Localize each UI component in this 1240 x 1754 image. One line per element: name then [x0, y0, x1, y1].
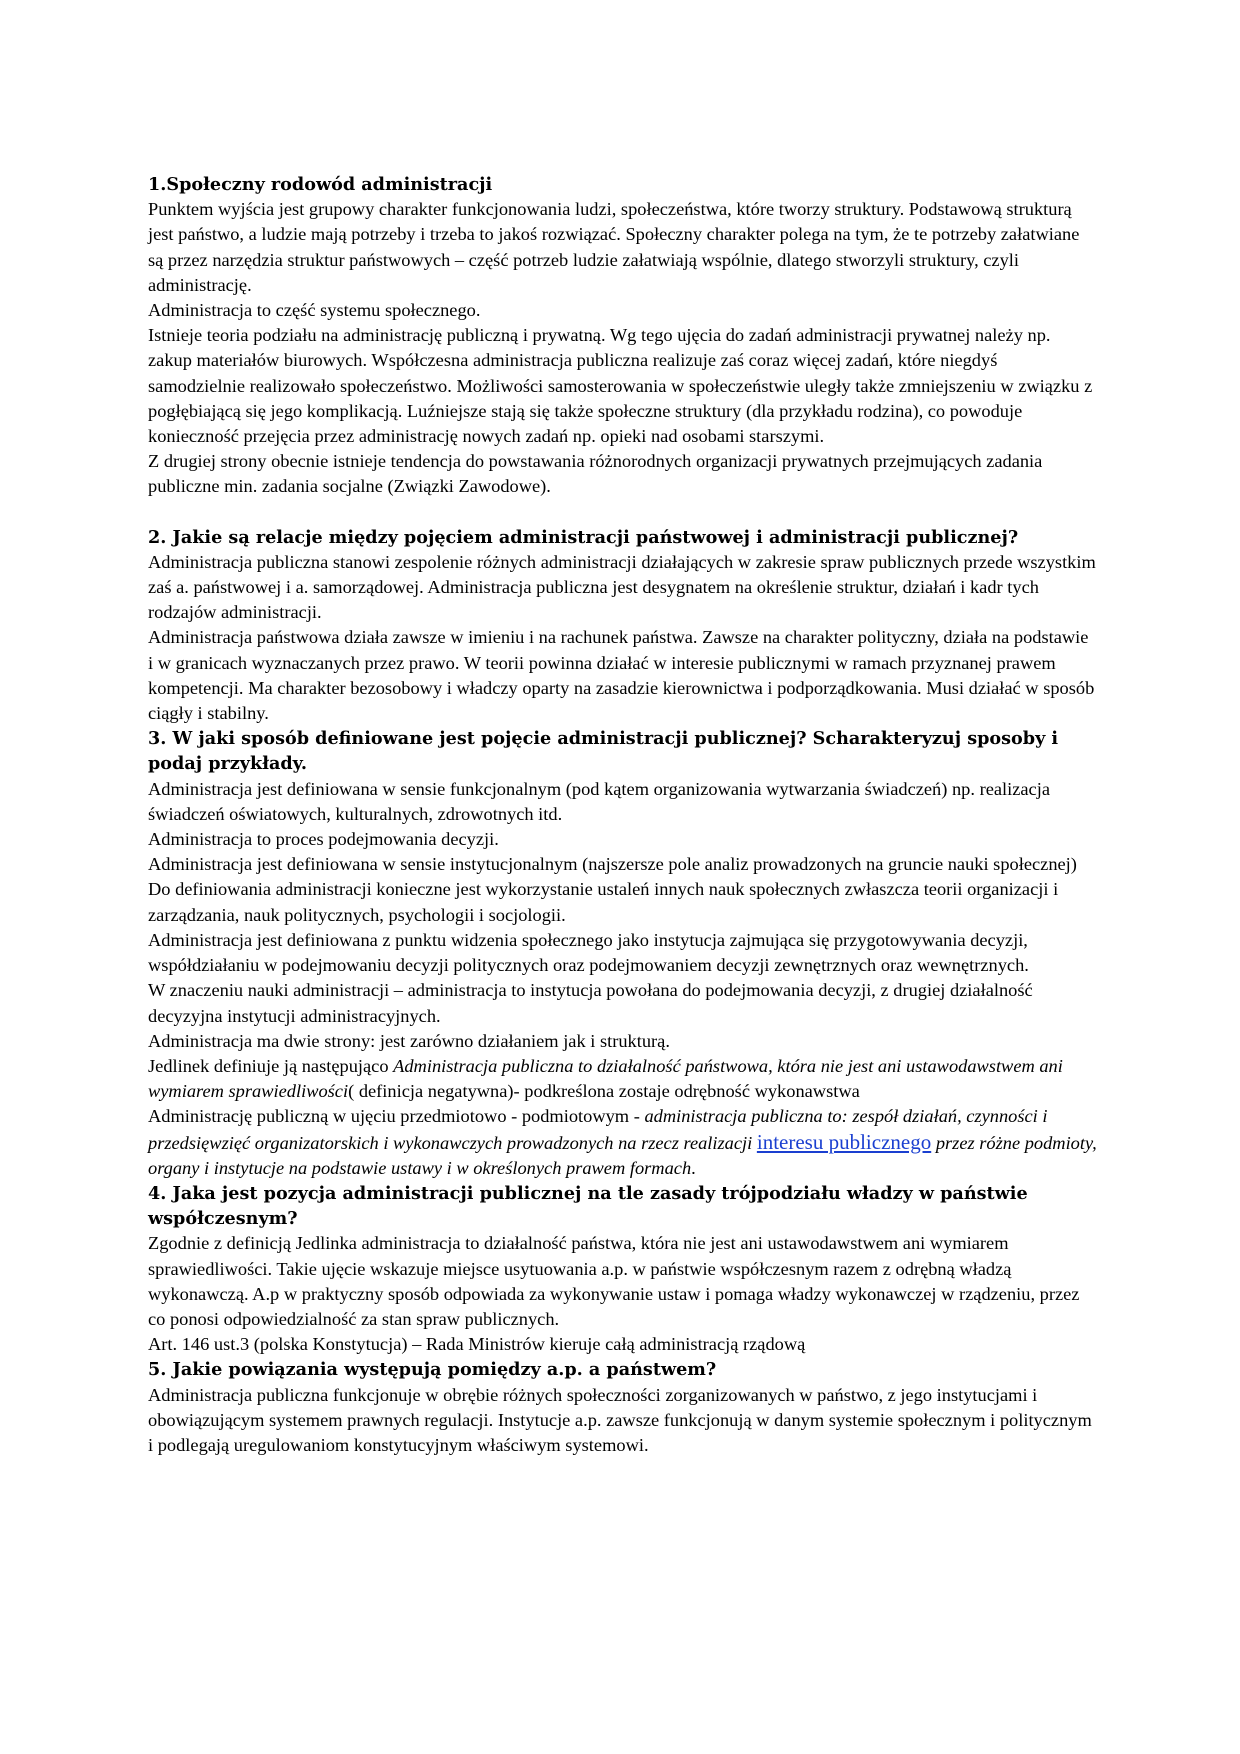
definition-quote-end: przez różne podmioty, organy i instytucje na podstawie ustawy i w określonych prawem formach: [148, 1132, 1097, 1178]
section-2-paragraph: Administracja publiczna stanowi zespolenie różnych administracji działających w zakresie spraw publicznych przede wszystkim zaś a. państwowej i a. samorządowej. Administracja publiczna jest desygnatem na określenie struktur, działań i kadr tych rodzajów administracji.: [148, 551, 1096, 623]
section-1-heading: 1.Społeczny rodowód administracji: [148, 174, 493, 195]
section-5-heading: 5. Jakie powiązania występują pomiędzy a.p. a państwem?: [148, 1359, 717, 1381]
section-3-paragraph: Administracja to proces podejmowania decyzji.: [148, 829, 499, 850]
definition-note: ( definicja negatywna)- podkreślona zostaje odrębność wykonawstwa: [348, 1081, 860, 1102]
section-2-heading: 2. Jakie są relacje między pojęciem administracji państwowej i administracji publicznej?: [148, 526, 1019, 548]
section-5-paragraph: Administracja publiczna funkcjonuje w obrębie różnych społeczności zorganizowanych w państwo, z jego instytucjami i obowiązującym systemem prawnych regulacji. Instytucje a.p. zawsze funkcjonują w danym systemie społecznym i politycznym i podlegają uregulowaniom konstytucyjnym właściwym systemowi.: [148, 1384, 1092, 1455]
definition-period: .: [691, 1157, 696, 1178]
subject-object-definition-paragraph: [148, 1104, 1098, 1181]
section-3-paragraph: Administracja jest definiowana z punktu widzenia społecznego jako instytucja zajmująca się przygotowywania decyzji, współdziałaniu w podejmowaniu decyzji politycznych oraz podejmowaniem decyzji zewnętrznych oraz wewnętrznych.: [148, 929, 1029, 976]
section-3-paragraph: Administracja ma dwie strony: jest zarówno działaniem jak i strukturą.: [148, 1030, 670, 1051]
section-3-heading: 3. W jaki sposób definiowane jest pojęcie administracji publicznej? Scharakteryzuj sposoby i podaj przykłady.: [148, 728, 1059, 775]
definition-intro: Jedlinek definiuje ją następująco: [148, 1055, 394, 1076]
section-4-paragraph: Art. 146 ust.3 (polska Konstytucja) – Rada Ministrów kieruje całą administracją rządową: [148, 1334, 806, 1355]
definition-quote: Administracja publiczna to działalność państwowa, która nie jest ani ustawodawstwem ani wymiarem sprawiedliwości: [148, 1055, 1063, 1102]
section-3-paragraph: Administracja jest definiowana w sensie funkcjonalnym (pod kątem organizowania wytwarzania świadczeń) np. realizacja świadczeń oświatowych, kulturalnych, zdrowotnych itd.: [148, 778, 1050, 824]
section-3-paragraph: Administracja jest definiowana w sensie instytucjonalnym (najszersze pole analiz prowadzonych na gruncie nauki społecznej): [148, 854, 1077, 875]
jedlinek-definition-paragraph: [148, 1054, 1098, 1104]
definition-intro: Administrację publiczną w ujęciu przedmiotowo - podmiotowym -: [148, 1106, 645, 1127]
section-3-paragraph: W znaczeniu nauki administracji – administracja to instytucja powołana do podejmowania decyzji, z drugiej działalność decyzyjna instytucji administracyjnych.: [148, 980, 1033, 1026]
section-1-paragraph: Administracja to część systemu społecznego.: [148, 300, 481, 321]
definition-quote: administracja publiczna to: zespół działań, czynności i przedsięwzięć organizatorskich i wykonawczych prowadzonych na rzecz realizacji: [148, 1106, 1048, 1153]
section-1-paragraph: Z drugiej strony obecnie istnieje tendencja do powstawania różnorodnych organizacji prywatnych przejmujących zadania publiczne min. zadania socjalne (Związki Zawodowe).: [148, 451, 1043, 497]
document-page: [148, 172, 1098, 1458]
blank-line: [148, 500, 1098, 525]
section-3-paragraph: Do definiowania administracji konieczne jest wykorzystanie ustaleń innych nauk społecznych zwłaszcza teorii organizacji i zarządzania, nauk politycznych, psychologii i socjologii.: [148, 879, 1059, 925]
public-interest-link[interactable]: interesu publicznego: [756, 1129, 932, 1154]
section-1-paragraph: Punktem wyjścia jest grupowy charakter funkcjonowania ludzi, społeczeństwa, które tworzy struktury. Podstawową strukturą jest państwo, a ludzie mają potrzeby i trzeba to jakoś rozwiązać. Społeczny charakter polega na tym, że te potrzeby załatwiane są przez narzędzia struktur państwowych – część potrzeb ludzie załatwiają wspólnie, dlatego stworzyli struktury, czyli administrację.: [148, 199, 1080, 295]
section-4-paragraph: Zgodnie z definicją Jedlinka administracja to działalność państwa, która nie jest ani ustawodawstwem ani wymiarem sprawiedliwości. Takie ujęcie wskazuje miejsce usytuowania a.p. w państwie współczesnym razem z odrębną władzą wykonawczą. A.p w praktyczny sposób odpowiada za wykonywanie ustaw i pomaga władzy wykonawczej w rządzeniu, przez co ponosi odpowiedzialność za stan spraw publicznych.: [148, 1233, 1080, 1329]
section-2-paragraph: Administracja państwowa działa zawsze w imieniu i na rachunek państwa. Zawsze na charakter polityczny, działa na podstawie i w granicach wyznaczanych przez prawo. W teorii powinna działać w interesie publicznymi w ramach przyznanej prawem kompetencji. Ma charakter bezosobowy i władczy oparty na zasadzie kierownictwa i podporządkowania. Musi działać w sposób ciągły i stabilny.: [148, 627, 1095, 724]
section-1-paragraph: Istnieje teoria podziału na administrację publiczną i prywatną. Wg tego ujęcia do zadań administracji prywatnej należy np. zakup materiałów biurowych. Współczesna administracja publiczna realizuje zaś coraz więcej zadań, które niegdyś samodzielnie realizowało społeczeństwo. Możliwości samosterowania w społeczeństwie uległy także zmniejszeniu w związku z pogłębiającą się jego komplikacją. Luźniejsze stają się także społeczne struktury (dla przykładu rodzina), co powoduje konieczność przejęcia przez administrację nowych zadań np. opieki nad osobami starszymi.: [148, 325, 1093, 447]
section-4-heading: 4. Jaka jest pozycja administracji publicznej na tle zasady trójpodziału władzy w państwie współczesnym?: [148, 1182, 1028, 1230]
